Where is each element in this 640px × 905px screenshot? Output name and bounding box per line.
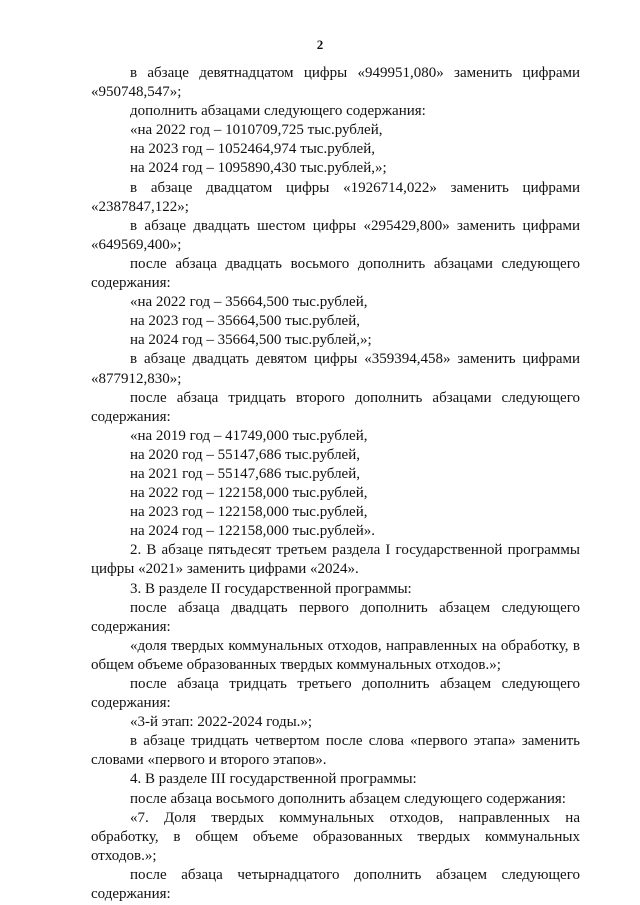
paragraph: «доля твердых коммунальных отходов, направленных на обработку, в общем объеме образованных твердых коммунальных отходов.»;: [91, 637, 580, 673]
paragraph: на 2020 год – 55147,686 тыс.рублей,: [130, 446, 360, 463]
paragraph: после абзаца двадцать первого дополнить абзацем следующего содержания:: [91, 599, 580, 635]
paragraph: в абзаце двадцать шестом цифры «295429,800» заменить цифрами «649569,400»;: [91, 217, 580, 253]
paragraph: после абзаца восьмого дополнить абзацем следующего содержания:: [130, 790, 566, 807]
paragraph: на 2023 год – 1052464,974 тыс.рублей,: [130, 141, 375, 158]
paragraph: 4. В разделе III государственной программы:: [130, 771, 417, 788]
paragraph: на 2024 год – 1095890,430 тыс.рублей,»;: [130, 160, 387, 177]
paragraph: после абзаца четырнадцатого дополнить абзацем следующего содержания:: [91, 866, 580, 903]
paragraph: на 2021 год – 55147,686 тыс.рублей,: [130, 465, 360, 482]
paragraph: «3-й этап: 2022-2024 годы.»;: [130, 714, 313, 731]
paragraph: 3. В разделе II государственной программы:: [130, 580, 412, 597]
paragraph: «на 2019 год – 41749,000 тыс.рублей,: [130, 427, 368, 444]
paragraph: 2. В абзаце пятьдесят третьем раздела I государственной программы цифры «2021» заменить цифрами «2024».: [91, 542, 580, 578]
paragraph: на 2024 год – 35664,500 тыс.рублей,»;: [130, 332, 372, 349]
paragraph: в абзаце двадцатом цифры «1926714,022» заменить цифрами «2387847,122»;: [91, 179, 580, 215]
document-body: [91, 64, 580, 904]
paragraph: «7. Доля твердых коммунальных отходов, направленных на обработку, в общем объеме образованных твердых коммунальных отходов.»;: [91, 809, 580, 864]
paragraph: в абзаце двадцать девятом цифры «359394,458» заменить цифрами «877912,830»;: [91, 351, 580, 387]
paragraph: «на 2022 год – 35664,500 тыс.рублей,: [130, 294, 368, 311]
page-number: 2: [316, 37, 324, 52]
paragraph: на 2024 год – 122158,000 тыс.рублей».: [130, 523, 375, 540]
paragraph: в абзаце тридцать четвертом после слова «первого этапа» заменить словами «первого и второго этапов».: [91, 733, 580, 769]
paragraph: после абзаца тридцать третьего дополнить абзацем следующего содержания:: [91, 676, 580, 712]
paragraph: дополнить абзацами следующего содержания:: [130, 103, 426, 120]
paragraph: в абзаце девятнадцатом цифры «949951,080» заменить цифрами «950748,547»;: [91, 65, 580, 101]
paragraph: на 2022 год – 122158,000 тыс.рублей,: [130, 485, 368, 502]
paragraph: на 2023 год – 122158,000 тыс.рублей,: [130, 504, 368, 521]
paragraph: после абзаца тридцать второго дополнить абзацами следующего содержания:: [91, 389, 580, 425]
paragraph: «на 2022 год – 1010709,725 тыс.рублей,: [130, 122, 383, 139]
paragraph: на 2023 год – 35664,500 тыс.рублей,: [130, 313, 360, 330]
paragraph: после абзаца двадцать восьмого дополнить абзацами следующего содержания:: [91, 255, 580, 292]
